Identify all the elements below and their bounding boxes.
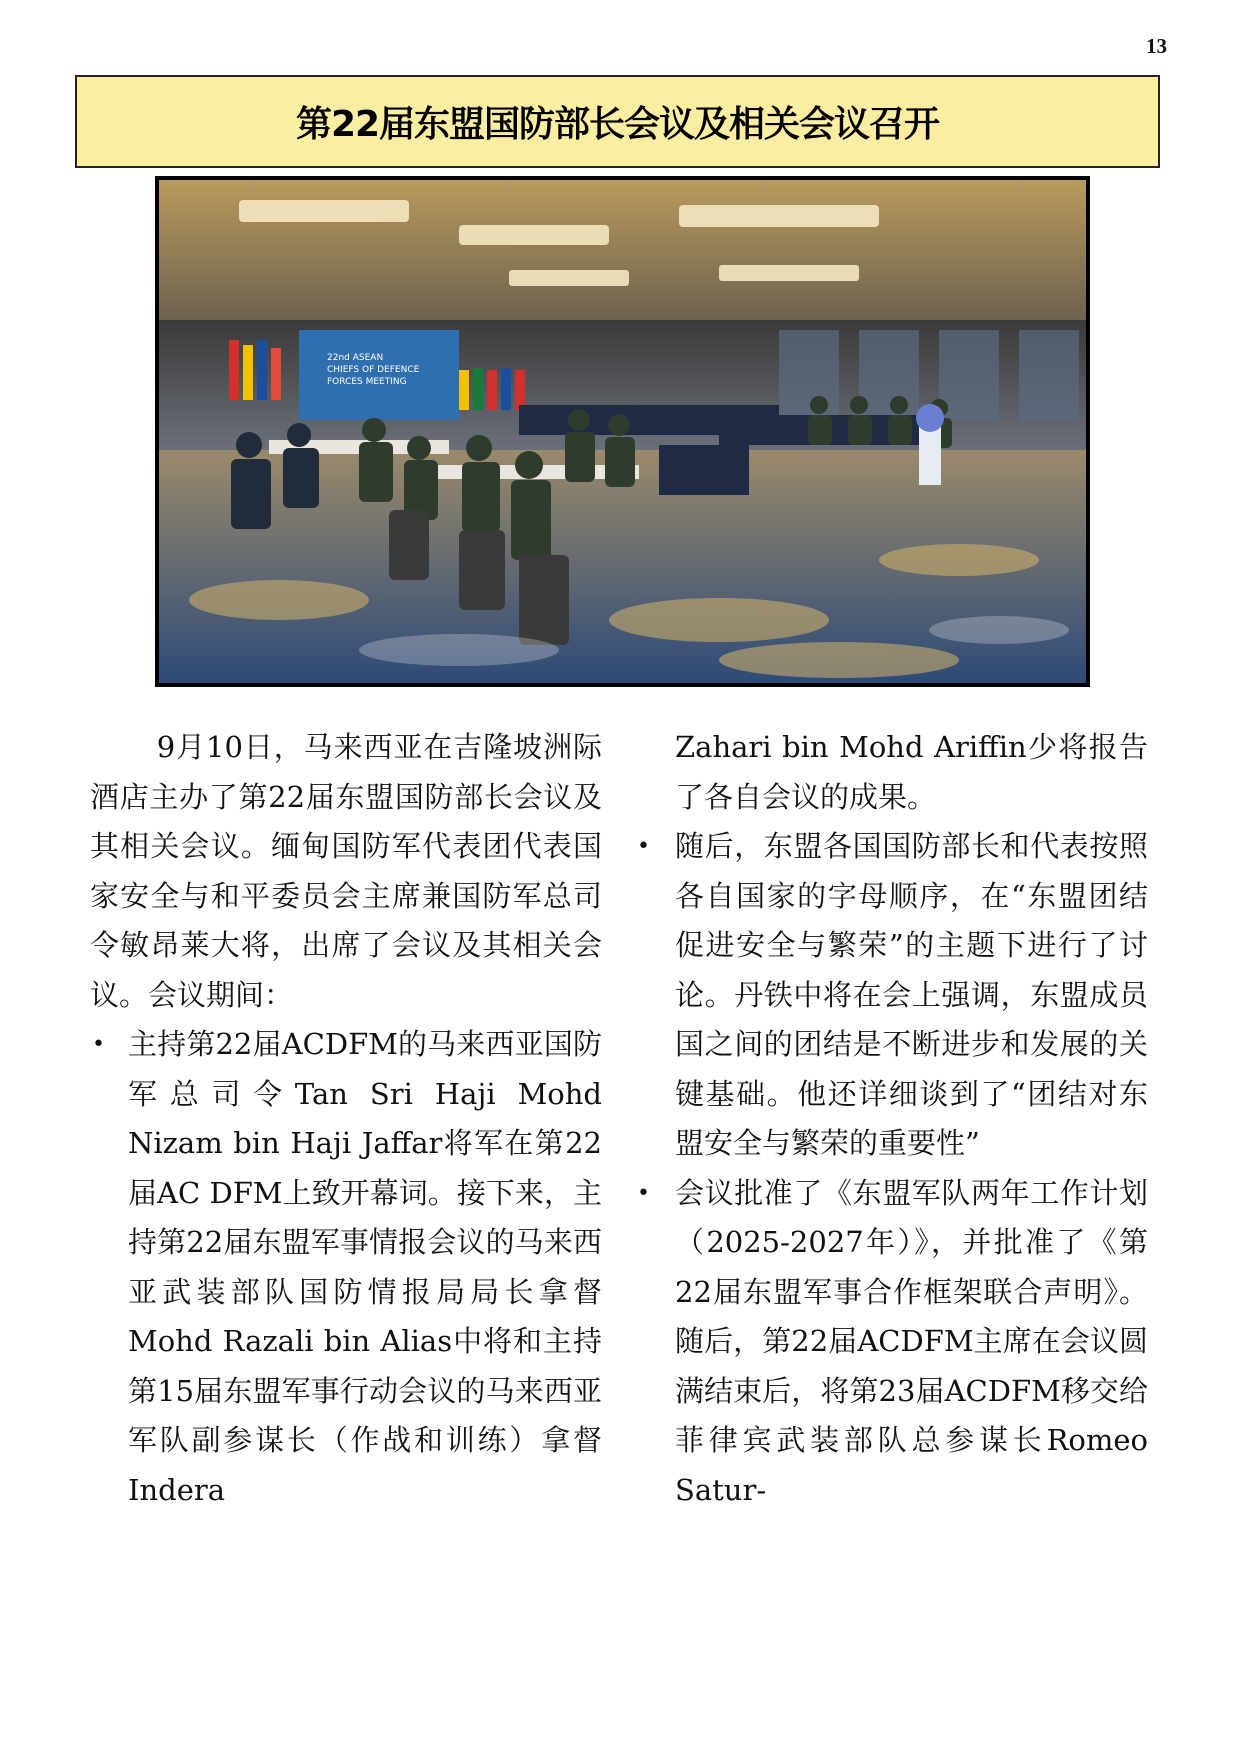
continuation-paragraph: Zahari bin Mohd Ariffin少将报告了各自会议的成果。: [675, 730, 1148, 814]
page-number: 13: [1146, 34, 1167, 58]
right-column: [675, 723, 1148, 1515]
left-column: [90, 723, 602, 1515]
banner-text-2: CHIEFS OF DEFENCE: [327, 365, 420, 375]
bullet-list-left: [90, 1020, 602, 1515]
bullet-item-3: • 会议批准了《东盟军队两年工作计划（2025-2027年）》，并批准了《第22届东盟军事合作框架联合声明》。随后，第22届ACDFM主席在会议圆满结束后，将第23届ACDFM移交给菲律宾武装部队总参谋长Romeo Satur-: [675, 1169, 1148, 1516]
title-banner: [75, 75, 1160, 168]
intro-paragraph: 9月10日，马来西亚在吉隆坡洲际酒店主办了第22届东盟国防部长会议及其相关会议。缅甸国防军代表团代表国家安全与和平委员会主席兼国防军总司令敏昂莱大将，出席了会议及其相关会议。会议期间：: [90, 730, 602, 1012]
bullet-item-1: • 主持第22届ACDFM的马来西亚国防军总司令Tan Sri Haji Mohd Nizam bin Haji Jaffar将军在第22届AC DFM上致开幕词。接下来，主持第22届东盟军事情报会议的马来西亚武装部队国防情报局局长拿督Mohd Razali bin Alias中将和主持第15届东盟军事行动会议的马来西亚军队副参谋长（作战和训练）拿督Indera: [90, 1020, 602, 1515]
bullet-list-right: [675, 822, 1148, 1515]
bullet-item-2: • 随后，东盟各国国防部长和代表按照各自国家的字母顺序，在“东盟团结促进安全与繁荣”的主题下进行了讨论。丹铁中将在会上强调，东盟成员国之间的团结是不断进步和发展的关键基础。他还详细谈到了“团结对东盟安全与繁荣的重要性”: [675, 822, 1148, 1169]
meeting-photo-illustration: [159, 180, 1086, 683]
banner-text-3: FORCES MEETING: [327, 377, 407, 387]
article-title: 第22届东盟国防部长会议及相关会议召开: [295, 104, 940, 145]
meeting-photo: [155, 176, 1090, 687]
banner-text-1: 22nd ASEAN: [327, 353, 384, 363]
